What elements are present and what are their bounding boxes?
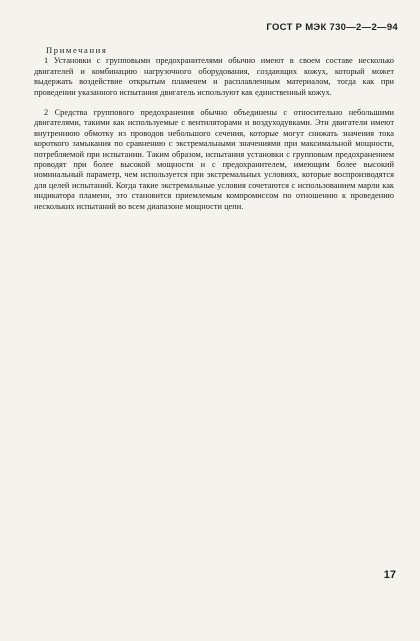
page-number: 17 bbox=[383, 569, 396, 581]
note-paragraph-2: 2 Средства группового предохранения обычно объединены с относительно небольшими двигателями, такими как используемые с вентиляторами и воздуходувками. Эти двигатели имеют внутреннюю обмотку из проводов небольшого сечения, которые могут снижать значения тока короткого замыкания по сравнению с экстремальными значениями при максимальной мощности, потребляемой при испытании. Таким образом, испытания установки с групповым предохранением проводят при более высокой мощности и с предохранителем, имеющим более высокий номинальный параметр, чем используется при экстремальных условиях, которые воспроизводятся для целей испытаний. Когда такие экстремальные условия сочетаются с использованием марли как индикатора пламени, это становится приемлемым компромиссом по отношению к проведению нескольких испытаний во всем диапазоне мощности цепи. bbox=[34, 108, 394, 211]
standard-header: ГОСТ Р МЭК 730—2—2—94 bbox=[266, 22, 398, 33]
notes-title: Примечания bbox=[46, 45, 108, 55]
notes-section bbox=[34, 45, 394, 222]
note-paragraph-1: 1 Установки с групповыми предохранителями обычно имеют в своем составе несколько двигателей и комбинацию нагрузочного оборудования, создающих кожух, который может выдержать воздействие открытым пламенем и расплавленным материалом, тогда как при проведении указанного испытания двигатель используют как единственный кожух. bbox=[34, 56, 394, 97]
